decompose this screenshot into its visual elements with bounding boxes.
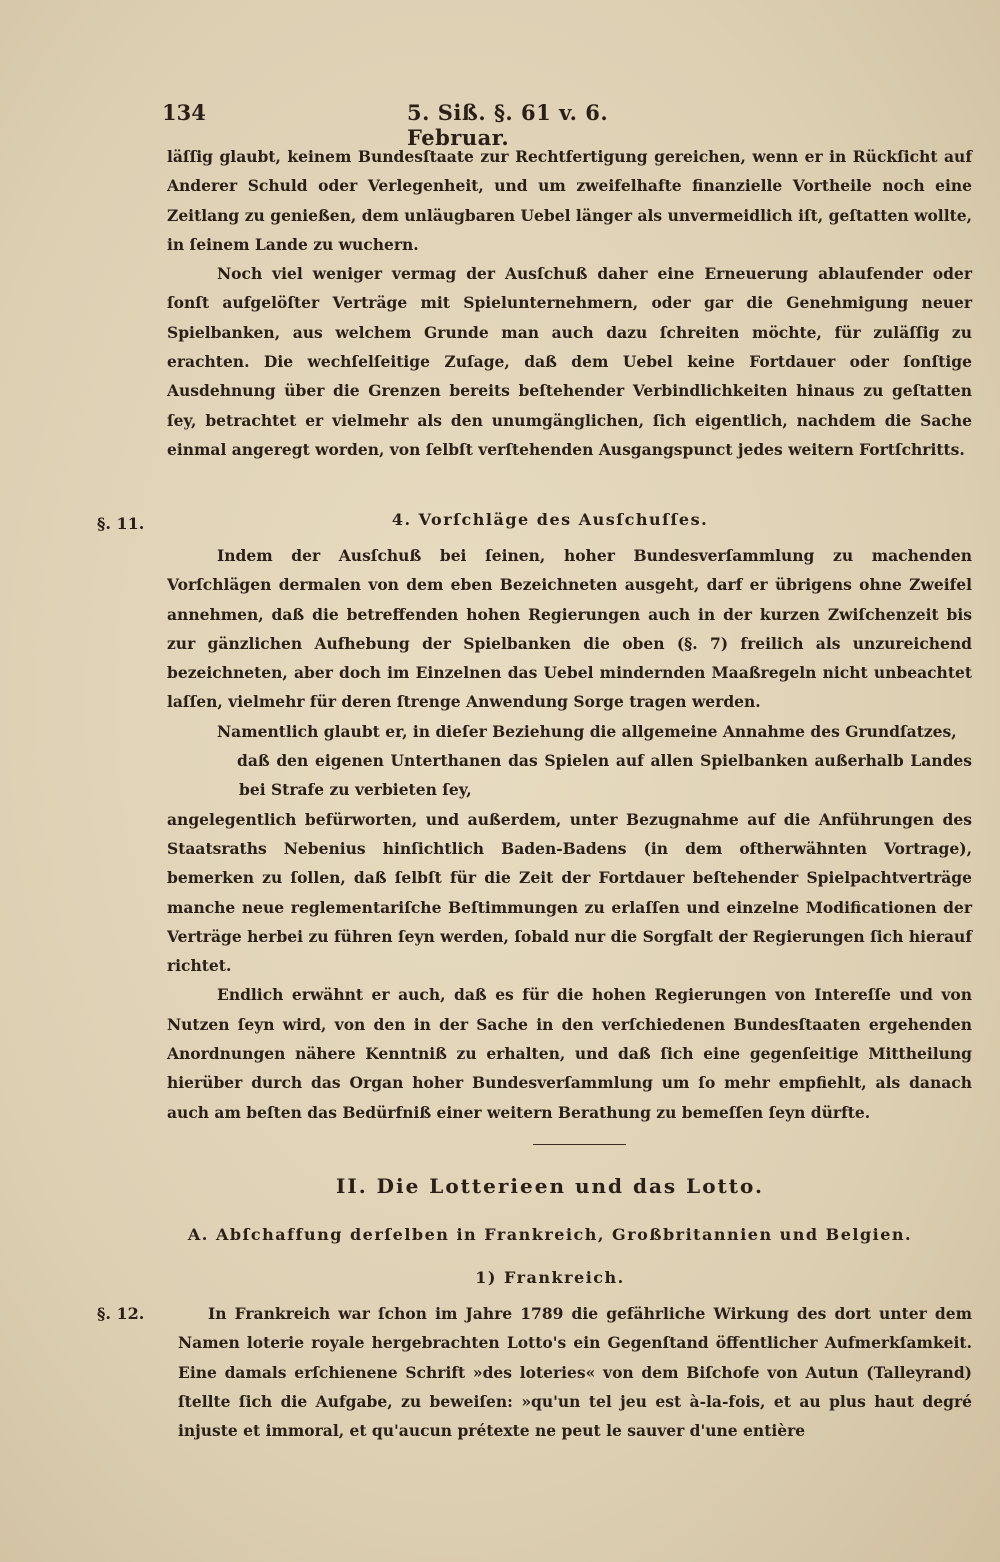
section-number-11: §. 11.	[97, 514, 145, 533]
text-block-3	[178, 1299, 972, 1445]
paragraph: In Frankreich war ſchon im Jahre 1789 die gefährliche Wirkung des dort unter dem Namen loterie royale hergebrachten Lotto's ein Gegenſtand öffentlicher Aufmerkſamkeit. Eine damals erſchienene Schrift »des loteries« von dem Biſchofe von Autun (Talleyrand) ſtellte ſich die Aufgabe, zu beweiſen: »qu'un tel jeu est à-la-fois, et au plus haut degré injuste et immoral, et qu'aucun prétexte ne peut le sauver d'une entière	[178, 1304, 972, 1441]
quoted-principle: daß den eigenen Unterthanen das Spielen auf allen Spielbanken außerhalb Landes bei Strafe zu verbieten ſey,	[237, 751, 972, 800]
page-header	[162, 100, 700, 150]
text-block-2	[167, 541, 972, 1127]
part-subtitle: A. Abſchaffung derſelben in Frankreich, Großbritannien und Belgien.	[187, 1225, 913, 1244]
paragraph: angelegentlich befürworten, und außerdem, unter Bezugnahme auf die Anführungen des Staatsraths Nebenius hinſichtlich Baden-Badens (in dem oftherwähnten Vortrage), bemerken zu ſollen, daß ſelbſt für die Zeit der Fortdauer beſtehender Spielpachtverträge manche neue reglementariſche Beſtimmungen zu erlaſſen und einzelne Modificationen der Verträge herbei zu führen ſeyn werden, ſobald nur die Sorgfalt der Regierungen ſich hierauf richtet.	[167, 809, 972, 976]
running-title: 5. Siß. §. 61 v. 6. Februar.	[407, 100, 609, 150]
text-block-1	[167, 142, 972, 464]
page-number: 134	[162, 100, 206, 125]
part-title: II. Die Lotterieen und das Lotto.	[336, 1174, 764, 1198]
section-title-11: 4. Vorſchläge des Ausſchuſſes.	[391, 510, 709, 529]
part-sub-subtitle: 1) Frankreich.	[475, 1268, 625, 1287]
paragraph: Noch viel weniger vermag der Ausſchuß daher eine Erneuerung ablaufender oder ſonſt aufgelöſter Verträge mit Spielunternehmern, oder gar die Genehmigung neuer Spielbanken, aus welchem Grunde man auch dazu ſchreiten möchte, für zuläſſig zu erachten. Die wechſelſeitige Zuſage, daß dem Uebel keine Fortdauer oder ſonſtige Ausdehnung über die Grenzen bereits beſtehender Verbindlichkeiten hinaus zu geſtatten ſey, betrachtet er vielmehr als den unumgänglichen, ſich eigentlich, nachdem die Sache einmal angeregt worden, von ſelbſt verſtehenden Ausgangspunct jedes weitern Fortſchritts.	[167, 264, 972, 459]
paragraph: Indem der Ausſchuß bei ſeinen, hoher Bundesverſammlung zu machenden Vorſchlägen dermalen von dem eben Bezeichneten ausgeht, darf er übrigens ohne Zweifel annehmen, daß die betreffenden hohen Regierungen auch in der kurzen Zwiſchenzeit bis zur gänzlichen Aufhebung der Spielbanken die oben (§. 7) freilich als unzureichend bezeichneten, aber doch im Einzelnen das Uebel mindernden Maaßregeln nicht unbeachtet laſſen, vielmehr für deren ſtrenge Anwendung Sorge tragen werden.	[167, 546, 972, 712]
paragraph: Namentlich glaubt er, in dieſer Beziehung die allgemeine Annahme des Grundſatzes,	[217, 721, 957, 741]
section-number-12: §. 12.	[97, 1304, 145, 1323]
paragraph: läſſig glaubt, keinem Bundesſtaate zur Rechtfertigung gereichen, wenn er in Rückſicht auf Anderer Schuld oder Verlegenheit, und um zweifelhafte finanzielle Vortheile noch eine Zeitlang zu genießen, dem unläugbaren Uebel länger als unvermeidlich iſt, geſtatten wollte, in ſeinem Lande zu wuchern.	[167, 147, 972, 254]
section-divider	[533, 1144, 626, 1145]
paragraph: Endlich erwähnt er auch, daß es für die hohen Regierungen von Intereſſe und von Nutzen ſeyn wird, von den in der Sache in den verſchiedenen Bundesſtaaten ergehenden Anordnungen nähere Kenntniß zu erhalten, und daß ſich eine gegenſeitige Mittheilung hierüber durch das Organ hoher Bundesverſammlung um ſo mehr empfiehlt, als danach auch am beſten das Bedürfniß einer weitern Berathung zu bemeſſen ſeyn dürfte.	[167, 985, 972, 1122]
